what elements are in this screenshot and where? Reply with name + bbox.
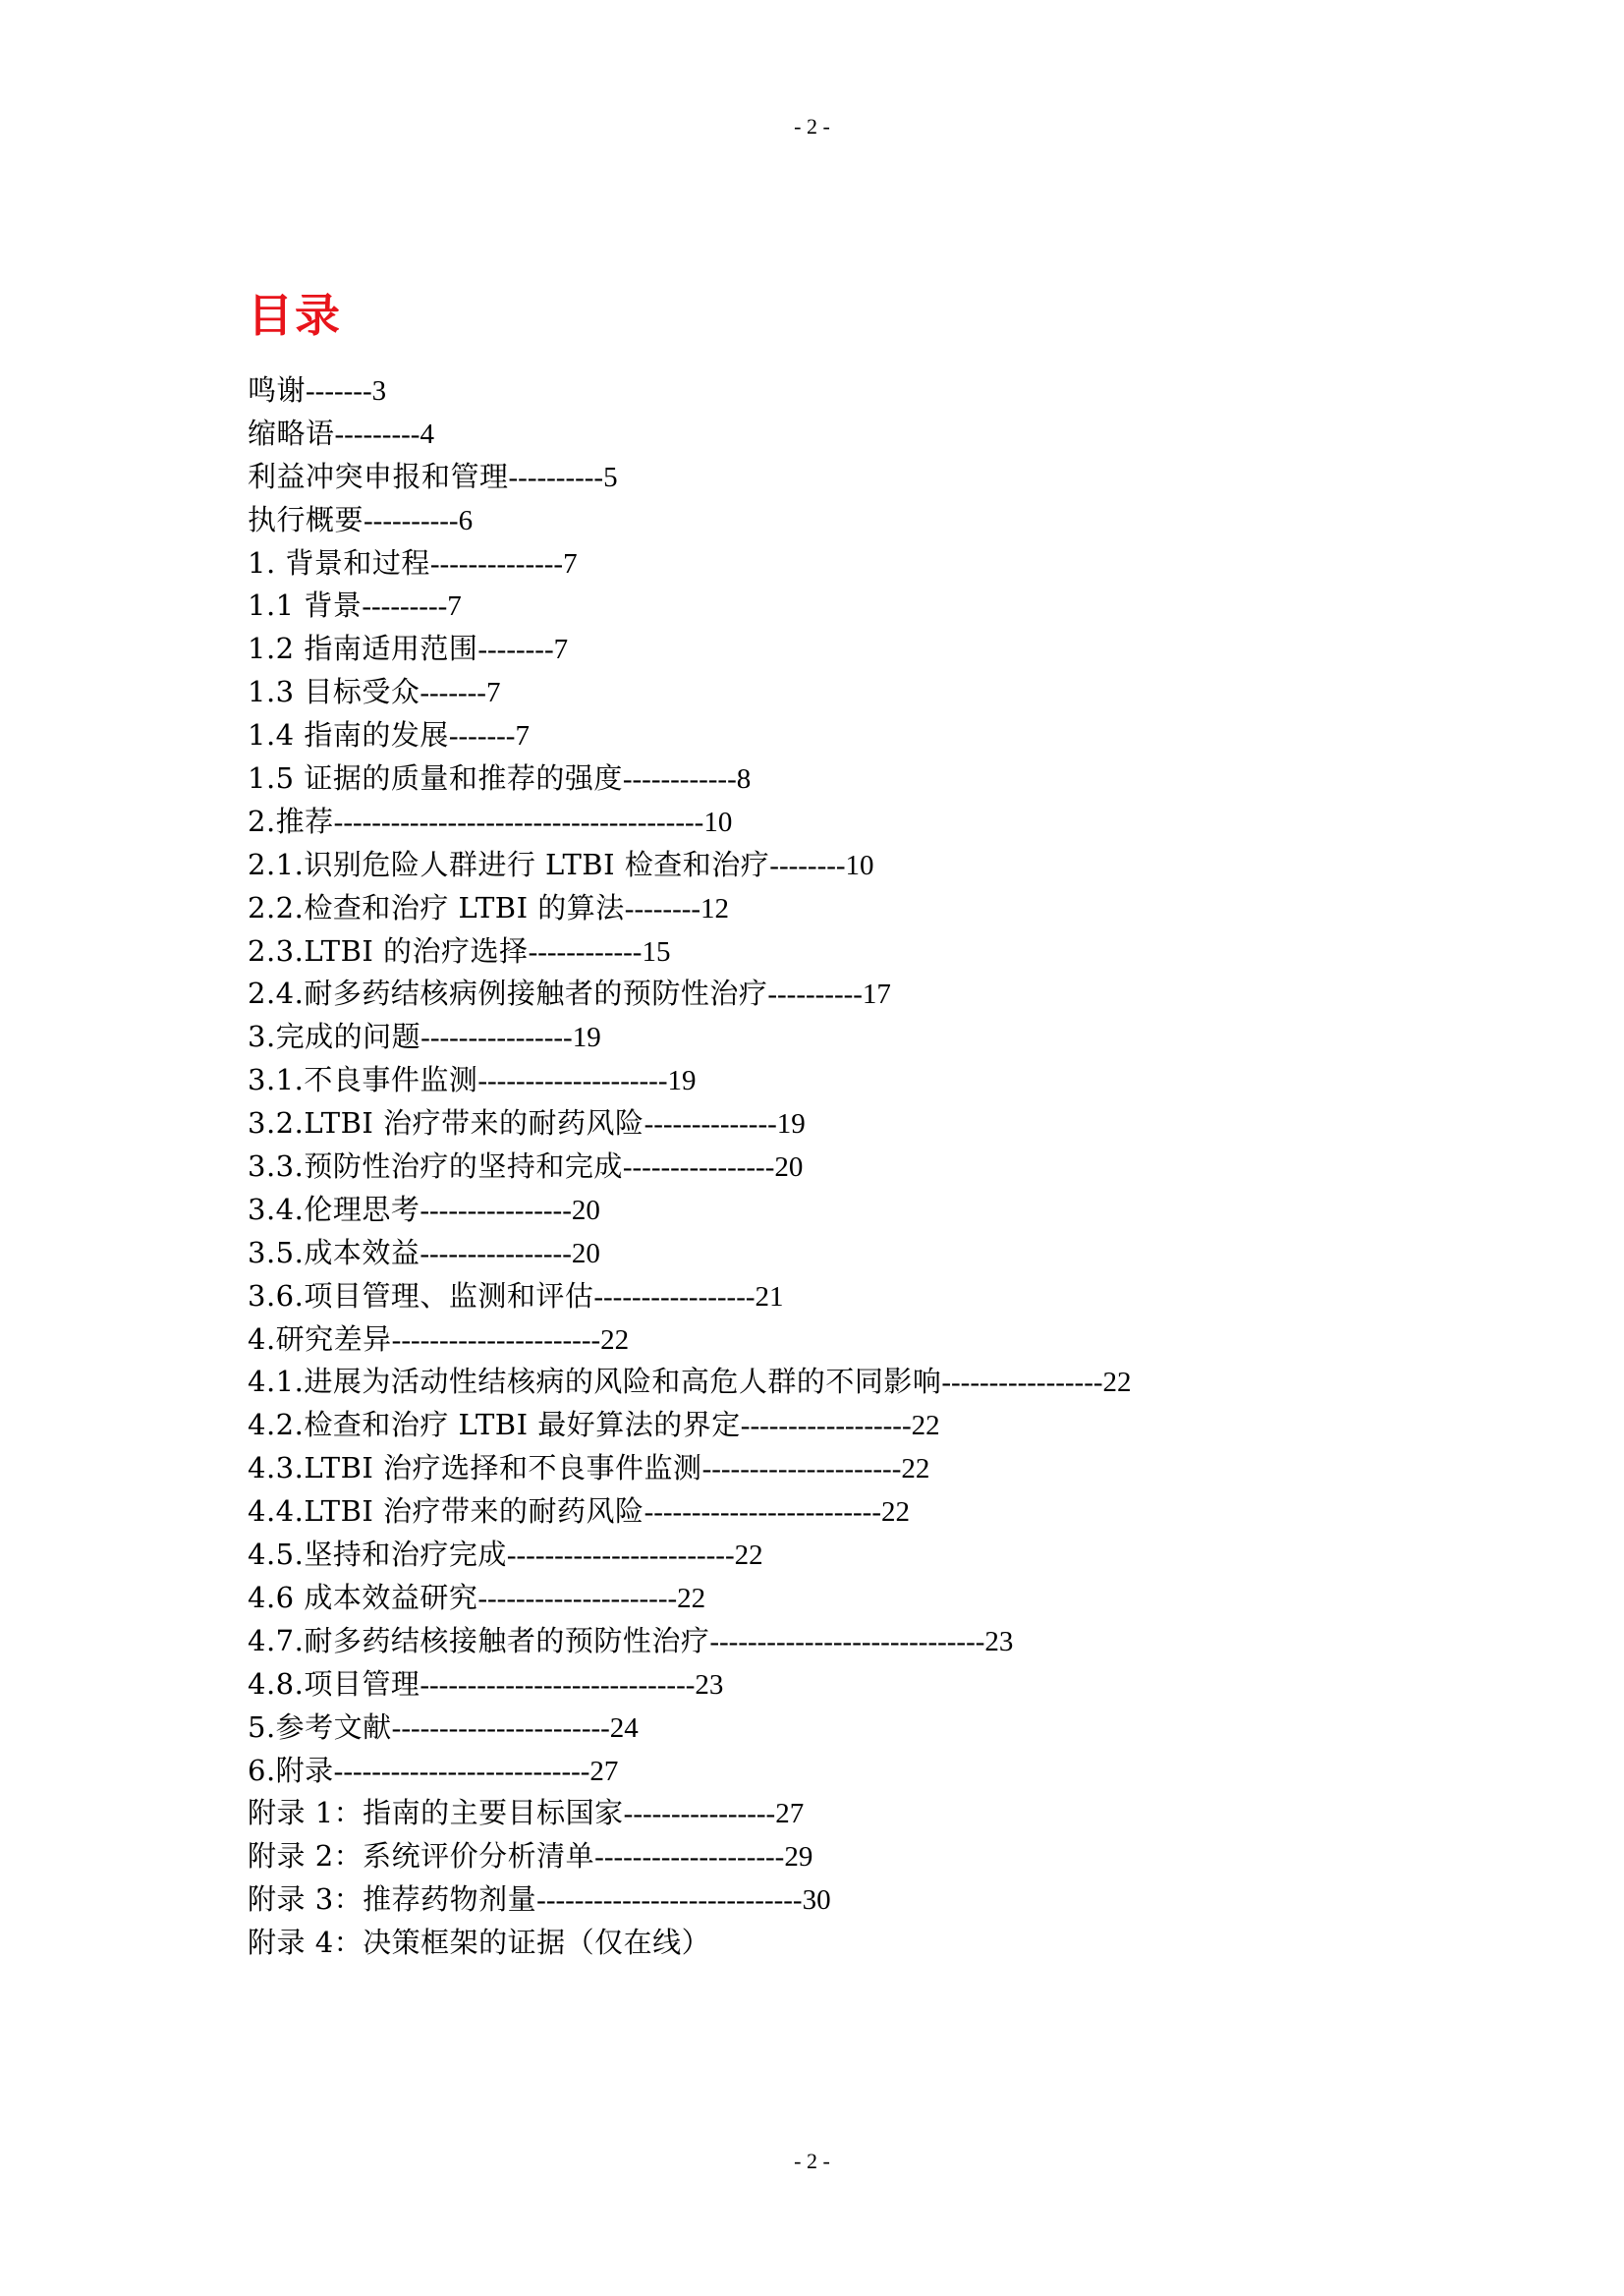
toc-entry-page-number: 22 — [901, 1453, 930, 1485]
toc-entry-leader: ------- — [448, 720, 516, 753]
toc-entry-label: 附录 2：系统评价分析清单 — [248, 1839, 595, 1874]
toc-entry[interactable] — [248, 585, 1132, 628]
toc-entry-leader: ---------------- — [420, 1237, 572, 1269]
toc-entry-label: 4.8.项目管理 — [248, 1666, 420, 1701]
toc-entry-label: 2.1.识别危险人群进行 LTBI 检查和治疗 — [248, 847, 770, 881]
toc-entry[interactable] — [248, 1835, 1132, 1878]
toc-entry-page-number: 30 — [802, 1884, 831, 1917]
toc-entry-label: 3.5.成本效益 — [248, 1235, 420, 1269]
toc-entry-label: 1.5 证据的质量和推荐的强度 — [248, 761, 623, 796]
toc-entry[interactable] — [248, 628, 1132, 671]
toc-entry-page-number: 22 — [734, 1540, 763, 1572]
toc-entry-page-number: 7 — [485, 677, 501, 709]
toc-entry-label: 6.附录 — [248, 1753, 334, 1787]
toc-entry-label: 3.1.不良事件监测 — [248, 1063, 478, 1097]
toc-entry-page-number: 22 — [1102, 1367, 1132, 1399]
toc-entry-page-number: 24 — [609, 1711, 639, 1744]
toc-entry-label: 4.4.LTBI 治疗带来的耐药风险 — [248, 1494, 644, 1529]
toc-entry-leader: ----------------------------- — [709, 1625, 985, 1657]
toc-entry[interactable] — [248, 1707, 1132, 1750]
toc-entry-label: 3.完成的问题 — [248, 1020, 421, 1054]
toc-entry-label: 4.1.进展为活动性结核病的风险和高危人群的不同影响 — [248, 1365, 942, 1399]
toc-entry-page-number: 20 — [774, 1151, 804, 1184]
toc-entry-leader: ----------------- — [593, 1280, 756, 1313]
toc-entry[interactable] — [248, 1275, 1132, 1318]
toc-entry-page-number: 27 — [589, 1755, 619, 1787]
toc-entry-label: 2.2.检查和治疗 LTBI 的算法 — [248, 890, 625, 924]
toc-entry-leader: -------------- — [429, 547, 564, 580]
toc-entry[interactable] — [248, 1490, 1132, 1534]
toc-entry-leader: --------- — [362, 590, 448, 623]
toc-entry[interactable] — [248, 1146, 1132, 1189]
toc-entry-page-number: 19 — [667, 1065, 697, 1097]
toc-entry-label: 4.3.LTBI 治疗选择和不良事件监测 — [248, 1451, 702, 1485]
toc-entry[interactable] — [248, 1447, 1132, 1490]
toc-entry-leader: ------- — [420, 677, 486, 709]
toc-entry-page-number: 27 — [775, 1798, 805, 1830]
toc-entry[interactable] — [248, 1620, 1132, 1663]
toc-entry[interactable] — [248, 671, 1132, 714]
toc-entry[interactable] — [248, 714, 1132, 757]
toc-entry-page-number: 7 — [515, 720, 530, 753]
toc-entry-leader: -------- — [624, 892, 701, 924]
toc-entry-label: 4.7.耐多药结核接触者的预防性治疗 — [248, 1623, 710, 1657]
toc-entry-label: 1.1 背景 — [248, 588, 363, 623]
toc-entry-leader: --------------------------- — [333, 1755, 590, 1787]
toc-entry-label: 5.参考文献 — [248, 1709, 392, 1744]
toc-entry-page-number: 20 — [571, 1194, 600, 1226]
toc-entry-label: 3.2.LTBI 治疗带来的耐药风险 — [248, 1106, 644, 1141]
toc-entry-label: 附录 4：决策框架的证据（仅在线） — [248, 1926, 711, 1960]
toc-entry-label: 1.4 指南的发展 — [248, 718, 449, 753]
toc-entry-leader: -------------------- — [594, 1841, 785, 1874]
toc-entry[interactable] — [248, 1663, 1132, 1707]
toc-entry-label: 2.推荐 — [248, 804, 334, 838]
toc-entry-leader: --------------------------------------- — [333, 806, 704, 838]
toc-entry-leader: ------------------------ — [506, 1540, 735, 1572]
toc-entry-label: 4.5.坚持和治疗完成 — [248, 1538, 507, 1572]
toc-entry-label: 利益冲突申报和管理 — [248, 459, 509, 493]
toc-entry[interactable] — [248, 887, 1132, 930]
toc-entry-leader: ---------------- — [420, 1194, 572, 1226]
toc-entry[interactable] — [248, 1577, 1132, 1620]
toc-entry-page-number: 8 — [736, 763, 752, 796]
toc-entry-leader: ---------------- — [623, 1798, 776, 1830]
toc-entry-page-number: 22 — [911, 1410, 940, 1442]
toc-entry[interactable] — [248, 542, 1132, 586]
toc-entry-leader: ----------------------------- — [420, 1668, 696, 1701]
toc-entry[interactable] — [248, 973, 1132, 1016]
toc-entry-label: 1.3 目标受众 — [248, 675, 420, 709]
toc-entry-label: 1. 背景和过程 — [248, 545, 430, 580]
toc-entry[interactable] — [248, 1016, 1132, 1059]
toc-entry[interactable] — [248, 930, 1132, 974]
toc-entry-page-number: 20 — [571, 1237, 600, 1269]
toc-entry-leader: ------------------------- — [644, 1496, 881, 1529]
toc-entry-label: 1.2 指南适用范围 — [248, 632, 478, 666]
toc-entry-label: 2.3.LTBI 的治疗选择 — [248, 933, 529, 968]
toc-entry-page-number: 19 — [572, 1022, 601, 1054]
toc-entry-leader: ------------ — [622, 763, 737, 796]
toc-entry-leader: ---------- — [364, 504, 459, 536]
toc-entry-page-number: 17 — [862, 979, 891, 1011]
toc-entry-page-number: 3 — [371, 375, 387, 407]
toc-entry[interactable] — [248, 1750, 1132, 1793]
toc-entry-page-number: 6 — [458, 504, 474, 536]
toc-entry-leader: --------------------- — [477, 1582, 678, 1614]
toc-entry[interactable] — [248, 1878, 1132, 1922]
toc-entry-leader: ---------------------------- — [536, 1884, 803, 1917]
toc-entry-leader: -------------------- — [477, 1065, 668, 1097]
toc-entry[interactable] — [248, 1361, 1132, 1404]
toc-entry-page-number: 15 — [642, 935, 671, 968]
toc-entry-label: 鸣谢 — [248, 373, 307, 407]
toc-entry-page-number: 23 — [984, 1625, 1014, 1657]
toc-entry-label: 附录 3：推荐药物剂量 — [248, 1882, 537, 1917]
toc-entry-leader: ---------- — [767, 979, 863, 1011]
toc-entry[interactable] — [248, 456, 1132, 499]
toc-entry[interactable] — [248, 1318, 1132, 1362]
toc-entry-page-number: 22 — [881, 1496, 910, 1529]
toc-entry-leader: --------- — [334, 418, 420, 450]
toc-entry-page-number: 22 — [677, 1582, 706, 1614]
toc-entry-leader: --------------------- — [701, 1453, 902, 1485]
header-page-number: - 2 - — [794, 114, 830, 139]
toc-entry-leader: ----------------- — [941, 1367, 1103, 1399]
toc-entry[interactable] — [248, 499, 1132, 542]
toc-entry-leader: ----------------------- — [391, 1711, 610, 1744]
toc-entry-page-number: 7 — [563, 547, 578, 580]
toc-entry-label: 附录 1：指南的主要目标国家 — [248, 1796, 624, 1830]
toc-title: 目录 — [248, 289, 342, 342]
footer-page-number: - 2 - — [794, 2149, 830, 2173]
toc-entry-page-number: 5 — [603, 461, 618, 493]
toc-entry-label: 4.研究差异 — [248, 1321, 392, 1356]
toc-entry-page-number: 7 — [447, 590, 462, 623]
toc-entry-label: 3.3.预防性治疗的坚持和完成 — [248, 1149, 623, 1184]
toc-entry[interactable] — [248, 1404, 1132, 1447]
toc-entry-leader: ---------- — [508, 461, 604, 493]
toc-entry-leader: ---------------------- — [391, 1323, 601, 1356]
toc-entry-page-number: 23 — [695, 1668, 724, 1701]
toc-entry[interactable] — [248, 1922, 1132, 1965]
toc-entry[interactable] — [248, 844, 1132, 887]
toc-entry[interactable] — [248, 757, 1132, 801]
toc-entry-leader: -------- — [769, 849, 846, 881]
toc-entry-leader: ------- — [306, 375, 372, 407]
toc-entry-leader: -------- — [477, 634, 554, 666]
toc-entry-label: 2.4.耐多药结核病例接触者的预防性治疗 — [248, 977, 768, 1011]
toc-entry-page-number: 10 — [703, 806, 733, 838]
toc-entry-label: 3.6.项目管理、监测和评估 — [248, 1278, 594, 1313]
toc-entry-label: 4.2.检查和治疗 LTBI 最好算法的界定 — [248, 1408, 741, 1442]
toc-entry-leader: ------------------ — [740, 1410, 912, 1442]
toc-entry[interactable] — [248, 1059, 1132, 1102]
toc-entry-label: 执行概要 — [248, 502, 364, 536]
toc-entry[interactable] — [248, 1792, 1132, 1835]
toc-entry-leader: ---------------- — [622, 1151, 775, 1184]
table-of-contents — [248, 369, 1132, 1965]
toc-entry[interactable] — [248, 413, 1132, 456]
toc-entry[interactable] — [248, 1189, 1132, 1232]
toc-entry[interactable] — [248, 1102, 1132, 1146]
toc-entry[interactable] — [248, 369, 1132, 413]
toc-entry-page-number: 29 — [784, 1841, 813, 1874]
toc-entry-leader: ---------------- — [420, 1022, 573, 1054]
toc-entry-label: 4.6 成本效益研究 — [248, 1580, 478, 1614]
toc-entry[interactable] — [248, 801, 1132, 844]
toc-entry-page-number: 7 — [553, 634, 569, 666]
toc-entry[interactable] — [248, 1232, 1132, 1275]
toc-entry[interactable] — [248, 1534, 1132, 1577]
toc-entry-page-number: 19 — [776, 1108, 806, 1141]
toc-entry-page-number: 10 — [845, 849, 874, 881]
toc-entry-page-number: 22 — [600, 1323, 630, 1356]
toc-entry-page-number: 12 — [700, 892, 730, 924]
toc-entry-label: 3.4.伦理思考 — [248, 1192, 420, 1226]
toc-entry-page-number: 4 — [420, 418, 434, 450]
toc-entry-leader: -------------- — [644, 1108, 777, 1141]
toc-entry-page-number: 21 — [755, 1280, 784, 1313]
toc-entry-label: 缩略语 — [248, 416, 335, 450]
toc-entry-leader: ------------ — [528, 935, 643, 968]
